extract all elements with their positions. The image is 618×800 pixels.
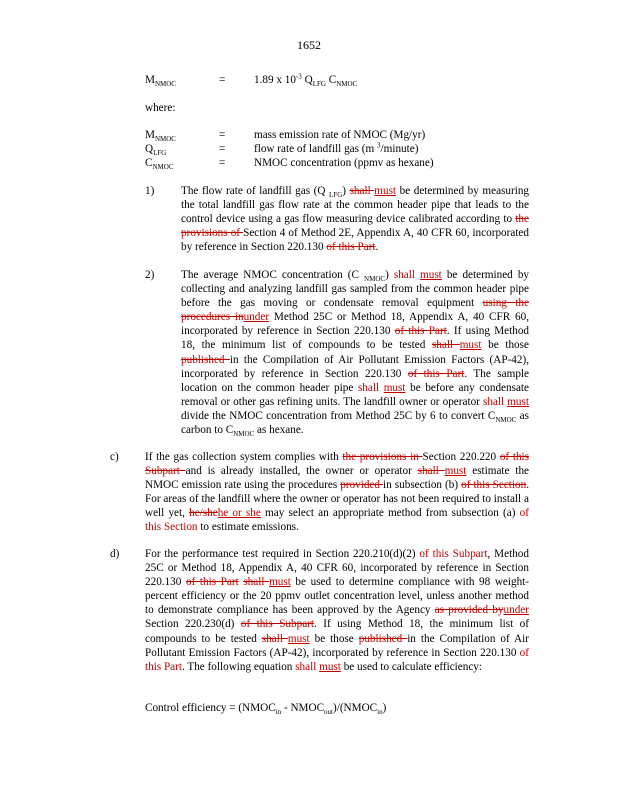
equation-rhs: 1.89 x $10^{-3}$ $Q_{LFG}$ $C_{NMOC}$ <box>254 72 358 89</box>
def-equals-c: = <box>219 157 226 169</box>
def-equals-q: = <box>219 143 226 155</box>
def-equals-m: = <box>219 129 226 141</box>
item-d-number: d) <box>110 548 120 560</box>
def-text-m: mass emission rate of NMOC (Mg/yr) <box>254 129 426 141</box>
def-text-q: flow rate of landfill gas (m $^3$/minute) <box>254 141 419 155</box>
equation-equals: = <box>219 74 226 86</box>
def-symbol-q: $Q_{LFG}$ <box>145 143 167 158</box>
def-symbol-m: $M_{NMOC}$ <box>145 129 176 144</box>
page-number: 1652 <box>297 38 321 52</box>
item-2-number: 2) <box>145 269 155 281</box>
equation-lhs: $M_{NMOC}$ <box>145 74 176 89</box>
item-d-text: For the performance test required in Section 220.210(d)(2) of this Subpart, Method 25C or Method 18, Appendix A, 40 CFR 60, incorporated by reference in Section 220.130 of this Part shall must be used to determine compliance with 98 weight-percent efficiency or the 20 ppmv outlet concentration level, unless another method to demonstrate compliance has been approved by the Agency as provided byunder Section 220.230(d) of this Subpart. If using Method 18, the minimum list of compounds to be tested shall must be those published in the Compilation of Air Pollutant Emission Factors (AP-42), incorporated by reference in Section 220.130 of this Part. The following equation shall must be used to calculate efficiency: <box>145 548 530 673</box>
control-efficiency-equation: Control efficiency = ($NMOC_{in}$ - $NMOC_{out})/(NMOC_{in})$ <box>145 702 387 717</box>
item-c-text: If the gas collection system complies with the provisions in Section 220.220 of this Subpart and is already installed, the owner or operator shall must estimate the NMOC emission rate using the procedures provided in subsection (b) of this Section. For areas of the landfill where the owner or operator has not been required to install a well yet, he/shehe or she may select an appropriate method from subsection (a) of this Section to estimate emissions. <box>145 451 530 534</box>
item-c-number: c) <box>110 451 119 463</box>
item-2-text: The average NMOC concentration (C $_{NMOC}$) shall must be determined by collecting and analyzing landfill gas sampled from the common header pipe before the gas moving or condensate removal equipment using the procedures inunder Method 25C or Method 18, Appendix A, 40 CFR 60, incorporated by reference in Section 220.130 of this Part. If using Method 18, the minimum list of compounds to be tested shall must be those published in the Compilation of Air Pollutant Emission Factors (AP-42), incorporated by reference in Section 220.130 of this Part. The sample location on the common header pipe shall must be before any condensate removal or other gas refining units. The landfill owner or operator shall must divide the NMOC concentration from Method 25C by 6 to convert $C_{NMOC}$ as carbon to $C_{NMOC}$ as hexane. <box>181 269 530 439</box>
item-1-text: The flow rate of landfill gas (Q $_{LFG}$) shall must be determined by measuring the total landfill gas flow rate at the common header pipe that leads to the control device using a gas flow measuring device calibrated according to the provisions of Section 4 of Method 2E, Appendix A, 40 CFR 60, incorporated by reference in Section 220.130 of this Part. <box>181 185 530 254</box>
def-symbol-c: $C_{NMOC}$ <box>145 157 174 172</box>
def-text-c: NMOC concentration (ppmv as hexane) <box>254 157 434 169</box>
item-1-number: 1) <box>145 185 155 197</box>
where-label: where: <box>145 102 176 114</box>
